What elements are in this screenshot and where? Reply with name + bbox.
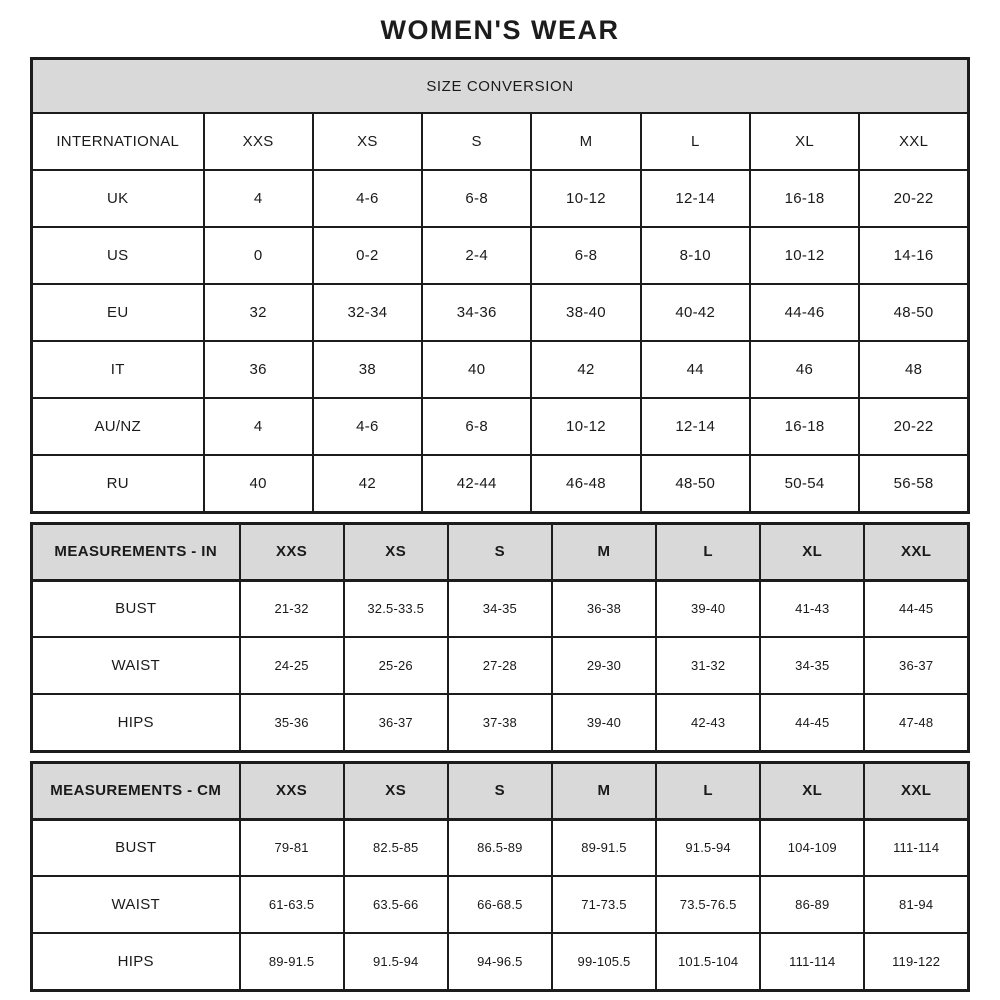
- size-column-header: XXS: [204, 113, 313, 170]
- table-cell: 61-63.5: [240, 876, 344, 933]
- table-cell: 20-22: [859, 398, 968, 455]
- table-cell: 42: [313, 455, 422, 512]
- size-column-header: XXL: [864, 762, 968, 819]
- size-column-header: XXL: [859, 113, 968, 170]
- table-cell: 20-22: [859, 170, 968, 227]
- size-column-header: S: [422, 113, 531, 170]
- table-cell: 6-8: [531, 227, 640, 284]
- table-cell: 39-40: [656, 580, 760, 637]
- table-cell: 36-38: [552, 580, 656, 637]
- table-cell: 36-37: [344, 694, 448, 751]
- table-row: [32, 227, 969, 284]
- size-column-header: XXS: [240, 762, 344, 819]
- size-column-header: XL: [760, 523, 864, 580]
- table-cell: 89-91.5: [552, 819, 656, 876]
- size-column-header: XL: [750, 113, 859, 170]
- table-cell: 4-6: [313, 398, 422, 455]
- table-cell: 34-35: [448, 580, 552, 637]
- table-cell: 38-40: [531, 284, 640, 341]
- table-cell: 42-44: [422, 455, 531, 512]
- table-cell: 48-50: [859, 284, 968, 341]
- table-cell: 104-109: [760, 819, 864, 876]
- table-cell: 32: [204, 284, 313, 341]
- table-cell: 12-14: [641, 398, 750, 455]
- table-cell: 34-36: [422, 284, 531, 341]
- table-corner-label: MEASUREMENTS - CM: [32, 762, 240, 819]
- size-column-header: M: [531, 113, 640, 170]
- row-label: US: [32, 227, 204, 284]
- table-cell: 111-114: [760, 933, 864, 990]
- table-cell: 10-12: [531, 398, 640, 455]
- table-cell: 12-14: [641, 170, 750, 227]
- row-label: WAIST: [32, 637, 240, 694]
- table-cell: 73.5-76.5: [656, 876, 760, 933]
- table-row: [32, 455, 969, 512]
- table-cell: 24-25: [240, 637, 344, 694]
- table-cell: 36-37: [864, 637, 968, 694]
- table-cell: 37-38: [448, 694, 552, 751]
- table-row: [32, 341, 969, 398]
- table-cell: 50-54: [750, 455, 859, 512]
- table-cell: 16-18: [750, 170, 859, 227]
- table-cell: 42-43: [656, 694, 760, 751]
- row-label: BUST: [32, 819, 240, 876]
- table-cell: 32.5-33.5: [344, 580, 448, 637]
- table-cell: 2-4: [422, 227, 531, 284]
- table-cell: 14-16: [859, 227, 968, 284]
- row-label: UK: [32, 170, 204, 227]
- table-cell: 27-28: [448, 637, 552, 694]
- row-label: WAIST: [32, 876, 240, 933]
- table-cell: 42: [531, 341, 640, 398]
- row-label: HIPS: [32, 694, 240, 751]
- table-cell: 41-43: [760, 580, 864, 637]
- size-column-header: L: [656, 762, 760, 819]
- size-column-header: XS: [313, 113, 422, 170]
- table-row: [32, 284, 969, 341]
- table-cell: 40: [204, 455, 313, 512]
- table-cell: 10-12: [531, 170, 640, 227]
- table-cell: 111-114: [864, 819, 968, 876]
- row-label: EU: [32, 284, 204, 341]
- table-cell: 4-6: [313, 170, 422, 227]
- table-cell: 48-50: [641, 455, 750, 512]
- table-cell: 81-94: [864, 876, 968, 933]
- table-cell: 86-89: [760, 876, 864, 933]
- table-cell: 16-18: [750, 398, 859, 455]
- table-cell: 36: [204, 341, 313, 398]
- table-cell: 0-2: [313, 227, 422, 284]
- size-column-header: XS: [344, 762, 448, 819]
- table-row: [32, 580, 969, 637]
- table-cell: 86.5-89: [448, 819, 552, 876]
- size-column-header: XS: [344, 523, 448, 580]
- size-column-header: S: [448, 762, 552, 819]
- measurements-cm-table: [30, 761, 970, 992]
- table-cell: 34-35: [760, 637, 864, 694]
- table-cell: 39-40: [552, 694, 656, 751]
- table-cell: 35-36: [240, 694, 344, 751]
- table-cell: 71-73.5: [552, 876, 656, 933]
- table-cell: 31-32: [656, 637, 760, 694]
- table-row: [32, 876, 969, 933]
- table-cell: 44-45: [864, 580, 968, 637]
- table-cell: 40: [422, 341, 531, 398]
- size-conversion-banner-row: [32, 59, 969, 114]
- table-corner-label: MEASUREMENTS - IN: [32, 523, 240, 580]
- table-cell: 44-46: [750, 284, 859, 341]
- table-cell: 4: [204, 170, 313, 227]
- table-cell: 38: [313, 341, 422, 398]
- size-column-header: L: [656, 523, 760, 580]
- table-row: [32, 637, 969, 694]
- row-label: RU: [32, 455, 204, 512]
- table-cell: 6-8: [422, 170, 531, 227]
- table-cell: 0: [204, 227, 313, 284]
- table-cell: 21-32: [240, 580, 344, 637]
- page-title: WOMEN'S WEAR: [380, 15, 620, 45]
- table-cell: 6-8: [422, 398, 531, 455]
- table-cell: 8-10: [641, 227, 750, 284]
- table-cell: 119-122: [864, 933, 968, 990]
- table-cell: 56-58: [859, 455, 968, 512]
- table-row: [32, 398, 969, 455]
- measurements-inches-table: [30, 522, 970, 753]
- column-header-row: [32, 762, 969, 819]
- table-row: [32, 819, 969, 876]
- size-column-header: L: [641, 113, 750, 170]
- table-cell: 101.5-104: [656, 933, 760, 990]
- table-cell: 25-26: [344, 637, 448, 694]
- row-label: IT: [32, 341, 204, 398]
- row-label: AU/NZ: [32, 398, 204, 455]
- table-cell: 40-42: [641, 284, 750, 341]
- table-cell: 94-96.5: [448, 933, 552, 990]
- size-column-header: XXS: [240, 523, 344, 580]
- table-row: [32, 170, 969, 227]
- table-cell: 79-81: [240, 819, 344, 876]
- table-cell: 99-105.5: [552, 933, 656, 990]
- table-cell: 4: [204, 398, 313, 455]
- table-cell: 29-30: [552, 637, 656, 694]
- table-cell: 66-68.5: [448, 876, 552, 933]
- size-conversion-table: [30, 57, 970, 514]
- table-corner-label: INTERNATIONAL: [32, 113, 204, 170]
- column-header-row: [32, 113, 969, 170]
- table-cell: 63.5-66: [344, 876, 448, 933]
- size-column-header: S: [448, 523, 552, 580]
- table-cell: 46: [750, 341, 859, 398]
- table-cell: 82.5-85: [344, 819, 448, 876]
- table-cell: 44-45: [760, 694, 864, 751]
- table-cell: 46-48: [531, 455, 640, 512]
- size-column-header: XXL: [864, 523, 968, 580]
- table-cell: 89-91.5: [240, 933, 344, 990]
- table-row: [32, 694, 969, 751]
- size-column-header: M: [552, 523, 656, 580]
- row-label: HIPS: [32, 933, 240, 990]
- table-cell: 47-48: [864, 694, 968, 751]
- row-label: BUST: [32, 580, 240, 637]
- size-column-header: XL: [760, 762, 864, 819]
- table-cell: 91.5-94: [656, 819, 760, 876]
- table-cell: 48: [859, 341, 968, 398]
- table-row: [32, 933, 969, 990]
- table-cell: 91.5-94: [344, 933, 448, 990]
- column-header-row: [32, 523, 969, 580]
- table-cell: 32-34: [313, 284, 422, 341]
- table-cell: 10-12: [750, 227, 859, 284]
- size-conversion-title: SIZE CONVERSION: [32, 59, 969, 114]
- size-column-header: M: [552, 762, 656, 819]
- table-cell: 44: [641, 341, 750, 398]
